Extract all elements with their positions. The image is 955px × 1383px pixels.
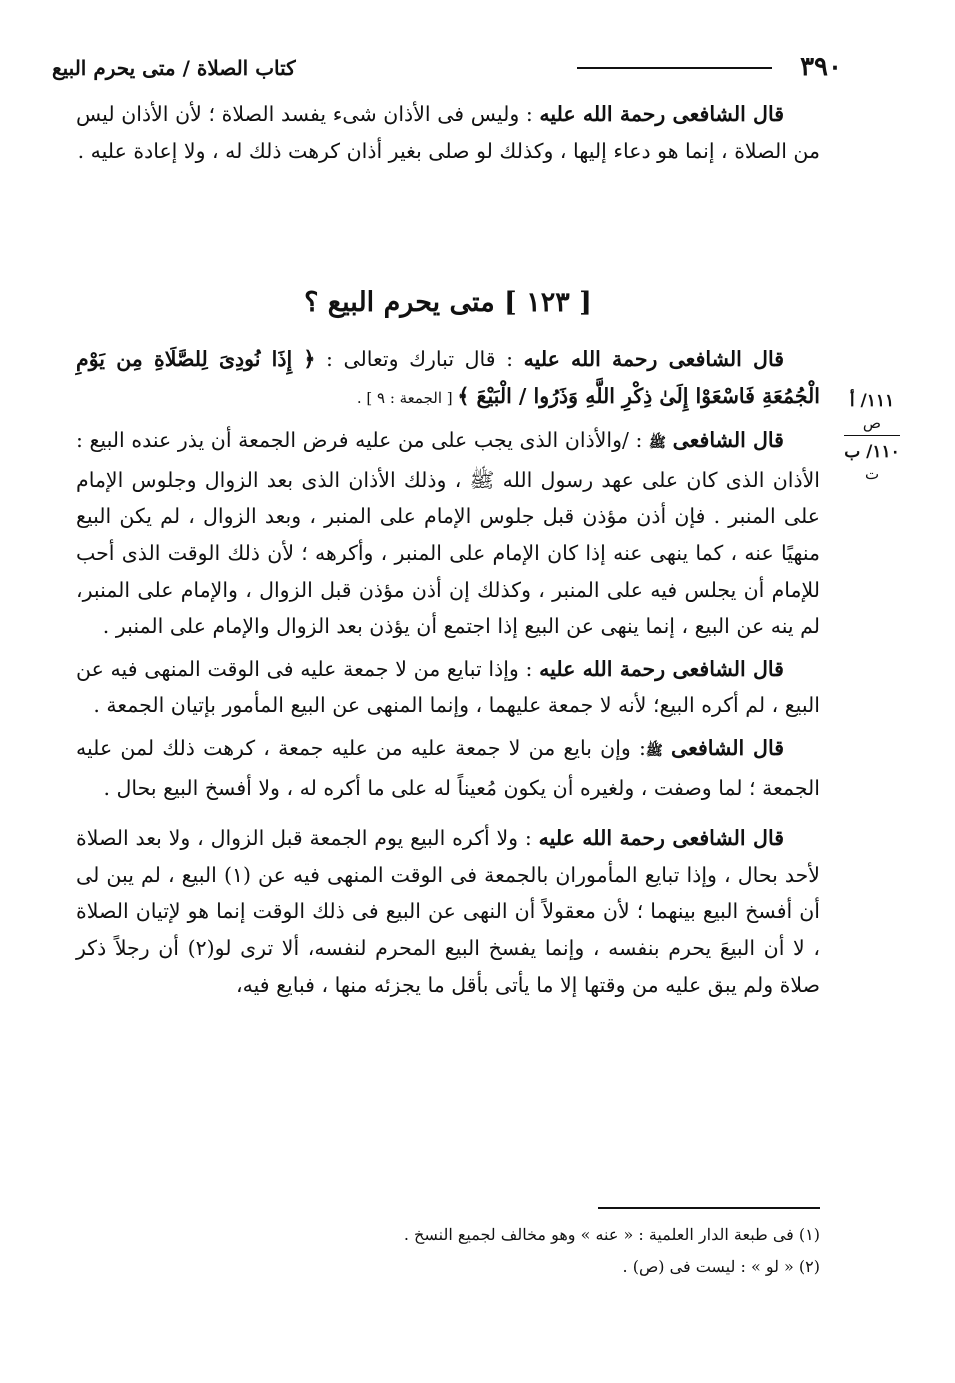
paragraph-no-jumua — [76, 651, 820, 724]
paragraph-mixed-sale — [76, 730, 820, 806]
verse-citation: [ الجمعة : ٩ ] . — [356, 388, 458, 407]
intro-paragraph — [76, 96, 820, 169]
margin-ref-t: ت — [864, 465, 880, 483]
chapter-title: [ ١٢٣ ] متى يحرم البيع ؟ — [304, 287, 592, 318]
page-number: ٣٩٠ — [800, 52, 842, 82]
speaker: قال الشافعى رحمة الله عليه — [523, 347, 784, 371]
quran-verse: ﴿ إِذَا نُودِىَ لِلصَّلَاةِ مِن يَوْمِ الْجُمُعَةِ فَاسْعَوْا إِلَىٰ ذِكْرِ اللَّهِ وَذَرُوا / الْبَيْعَ ﴾ — [76, 347, 820, 408]
honorific-glyph: ﷺ — [649, 435, 666, 452]
paragraph-text: : /والأذان الذى يجب على من عليه فرض الجمعة أن يذر عنده البيع : الأذان الذى كان على عهد رسول الله ﷺ ، وذلك الأذان الذى بعد الزوال وجلوس الإمام على المنبر . فإن أذن مؤذن قبل جلوس الإمام على المنبر ، وبعد الزوال ، لم يكن البيع منهيًا عنه ، كما ينهى عنه إذا كان الإمام على المنبر ، وأكرهه ؛ لأن ذلك الوقت الذى أحب للإمام أن يجلس فيه على المنبر ، وكذلك إن أذن مؤذن قبل الزوال ، والإمام على المنبر، لم ينه عن البيع ، إنما ينهى عن البيع إذا اجتمع أن يؤذن بعد الزوال والإمام على المنبر . — [76, 428, 820, 639]
running-header — [52, 50, 842, 90]
running-title: كتاب الصلاة / متى يحرم البيع — [52, 56, 296, 80]
paragraph-text: : وإن بايع من لا جمعة عليه من عليه جمعة ، كرهت ذلك لمن عليه الجمعة ؛ لما وصفت ، ولغيره أن يكون مُعيناً له على ما أكره له ، ولا أفسخ البيع بحال . — [76, 735, 820, 800]
footnote-rule — [598, 1207, 820, 1209]
footnote-1: (١) فى طبعة الدار العلمية : « عنه » وهو مخالف لجميع النسخ . — [403, 1225, 820, 1244]
speaker: قال الشافعى رحمة الله عليه — [539, 656, 784, 681]
honorific-glyph: ﷺ — [645, 742, 663, 759]
margin-ref-s: ص — [862, 414, 882, 432]
header-rule — [577, 67, 772, 69]
footnotes — [300, 1219, 820, 1283]
paragraph-adhan — [76, 422, 820, 645]
paragraph-text: : قال تبارك وتعالى : — [315, 347, 524, 371]
main-text — [76, 341, 820, 1003]
footnote-2: (٢) « لو » : ليست فى (ص) . — [622, 1257, 820, 1276]
paragraph-text: : وليس فى الأذان شىء يفسد الصلاة ؛ لأن الأذان ليس من الصلاة ، إنما هو دعاء إليها ، وكذلك لو صلى بغير أذان كرهت ذلك له ، ولا إعادة عليه . — [76, 102, 820, 163]
margin-ref-b: ١١٠/ ب — [844, 442, 900, 462]
speaker: قال الشافعى — [671, 735, 784, 760]
paragraph-text: : وإذا تبايع من لا جمعة عليه فى الوقت المنهى فيه عن البيع ، لم أكره البيع؛ لأنه لا جمعة عليهما ، وإنما المنهى عن البيع المأمور بإتيان الجمعة . — [76, 656, 820, 718]
speaker: قال الشافعى رحمة الله عليه — [538, 826, 784, 851]
margin-rule — [844, 435, 900, 436]
paragraph-text: : ولا أكره البيع يوم الجمعة قبل الزوال ، ولا بعد الصلاة لأحد بحال ، وإذا تبايع المأموران بالجمعة فى الوقت المنهى فيه عن (١) البيع ، لم يبن لى أن أفسخ البيع بينهما ؛ لأن معقولاً أن النهى عن البيع فى ذلك الوقت إنما هو لإتيان الصلاة ، لا أن البيعَ يحرم بنفسه ، وإنما يفسخ البيع المحرم لنفسه، ألا ترى لو(٢) أن رجلاً ذكر صلاة ولم يبق عليه من وقتها إلا ما يأتى بأقل ما يجزئه منها ، فبايع فيه، — [76, 826, 820, 997]
margin-ref-a: ١١١/ أ — [849, 391, 895, 411]
paragraph-verse — [76, 341, 820, 416]
paragraph-before-noon — [76, 820, 820, 1003]
speaker: قال الشافعى رحمة الله عليه — [539, 102, 784, 126]
speaker: قال الشافعى — [672, 428, 784, 453]
manuscript-margin-notes — [840, 388, 904, 483]
